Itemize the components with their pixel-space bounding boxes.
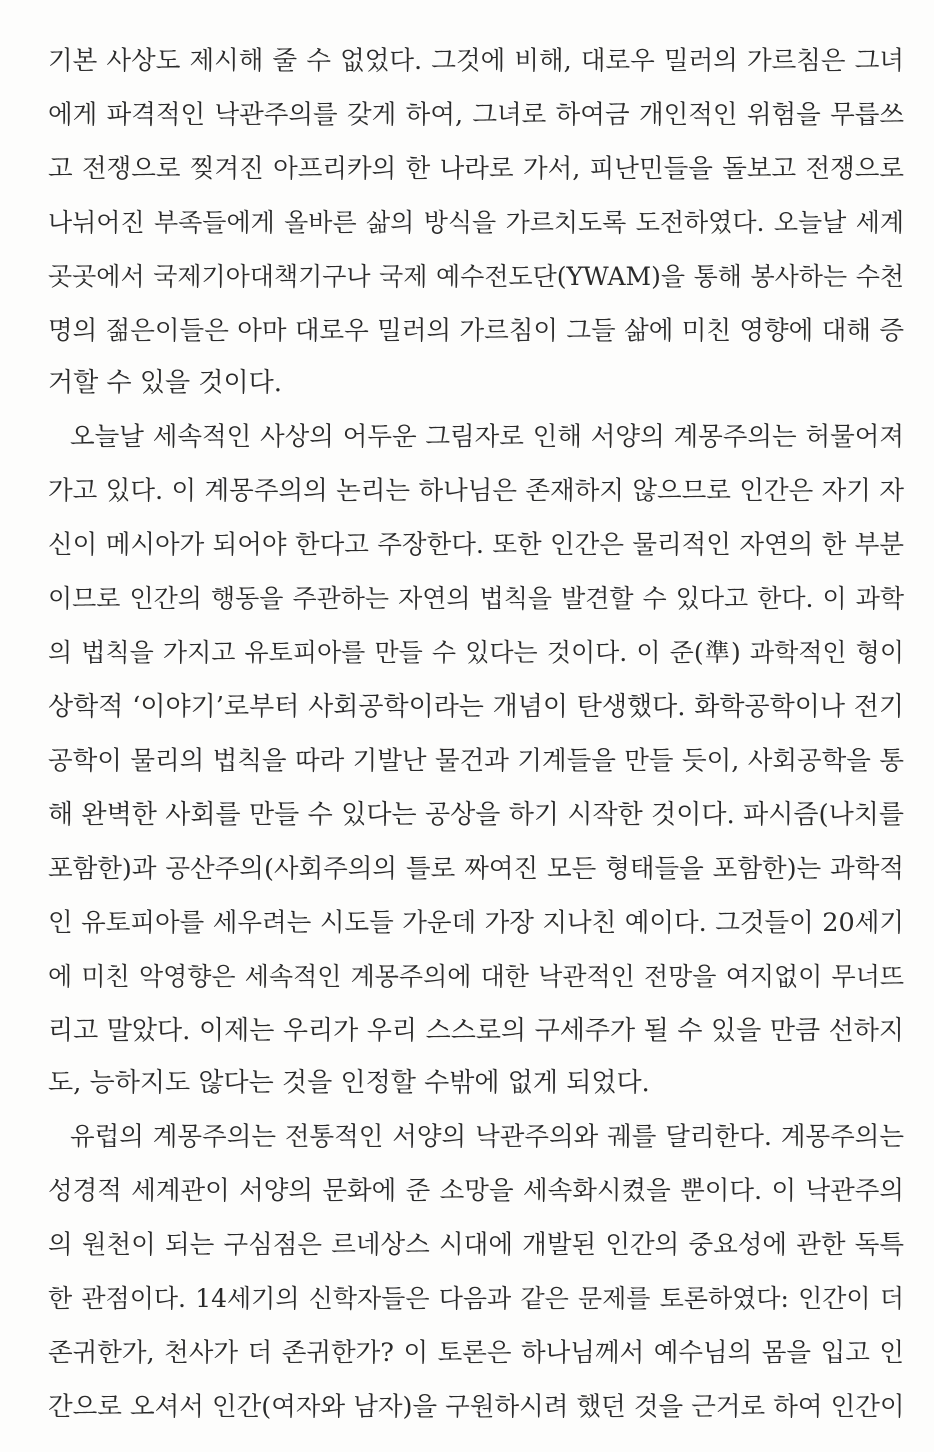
text-line: 공학이 물리의 법칙을 따라 기발난 물건과 기계들을 만들 듯이, 사회공학을 통 [48,746,904,776]
text-line: 의 원천이 되는 구심점은 르네상스 시대에 개발된 인간의 중요성에 관한 독특 [48,1230,904,1260]
text-line: 포함한)과 공산주의(사회주의의 틀로 짜여진 모든 형태들을 포함한)는 과학적 [48,854,904,884]
text-line: 기본 사상도 제시해 줄 수 없었다. 그것에 비해, 대로우 밀러의 가르침은 그녀 [48,46,904,76]
text-line: 가고 있다. 이 계몽주의의 논리는 하나님은 존재하지 않으므로 인간은 자기 자 [48,476,904,506]
text-line: 간으로 오셔서 인간(여자와 남자)을 구원하시려 했던 것을 근거로 하여 인간이 [48,1392,905,1422]
paragraph-last-line: 도, 능하지도 않다는 것을 인정할 수밖에 없게 되었다. [48,1068,650,1098]
paragraph-first-line: 오늘날 세속적인 사상의 어두운 그림자로 인해 서양의 계몽주의는 허물어져 [70,422,904,452]
text-line: 이므로 인간의 행동을 주관하는 자연의 법칙을 발견할 수 있다고 한다. 이 과학 [48,584,904,613]
paragraph-last-line: 거할 수 있을 것이다. [48,368,282,398]
text-line: 나뉘어진 부족들에게 올바른 삶의 방식을 가르치도록 도전하였다. 오늘날 세계 [48,208,904,237]
text-line: 에게 파격적인 낙관주의를 갖게 하여, 그녀로 하여금 개인적인 위험을 무릅쓰 [48,100,904,130]
text-line: 인 유토피아를 세우려는 시도들 가운데 가장 지나친 예이다. 그것들이 20세기 [48,908,904,938]
text-line: 상학적 ‘이야기’로부터 사회공학이라는 개념이 탄생했다. 화학공학이나 전기 [48,692,904,722]
text-line: 해 완벽한 사회를 만들 수 있다는 공상을 하기 시작한 것이다. 파시즘(나치를 [48,800,904,830]
text-line: 한 관점이다. 14세기의 신학자들은 다음과 같은 문제를 토론하였다: 인간이 더 [48,1284,904,1313]
text-line: 고 전쟁으로 찢겨진 아프리카의 한 나라로 가서, 피난민들을 돌보고 전쟁으로 [48,154,904,184]
text-line: 에 미친 악영향은 세속적인 계몽주의에 대한 낙관적인 전망을 여지없이 무너뜨 [48,962,904,991]
text-line: 존귀한가, 천사가 더 존귀한가? 이 토론은 하나님께서 예수님의 몸을 입고 인 [48,1338,904,1368]
paragraph-first-line: 유럽의 계몽주의는 전통적인 서양의 낙관주의와 궤를 달리한다. 계몽주의는 [70,1122,904,1152]
text-line: 명의 젊은이들은 아마 대로우 밀러의 가르침이 그들 삶에 미친 영향에 대해 증 [48,316,904,346]
text-line: 신이 메시아가 되어야 한다고 주장한다. 또한 인간은 물리적인 자연의 한 부분 [48,530,904,560]
text-line: 성경적 세계관이 서양의 문화에 준 소망을 세속화시켰을 뿐이다. 이 낙관주의 [48,1176,904,1206]
text-line: 곳곳에서 국제기아대책기구나 국제 예수전도단(YWAM)을 통해 봉사하는 수천 [48,262,904,291]
text-line: 의 법칙을 가지고 유토피아를 만들 수 있다는 것이다. 이 준(準) 과학적인 형이 [48,638,904,667]
text-line: 리고 말았다. 이제는 우리가 우리 스스로의 구세주가 될 수 있을 만큼 선하지 [48,1016,904,1046]
